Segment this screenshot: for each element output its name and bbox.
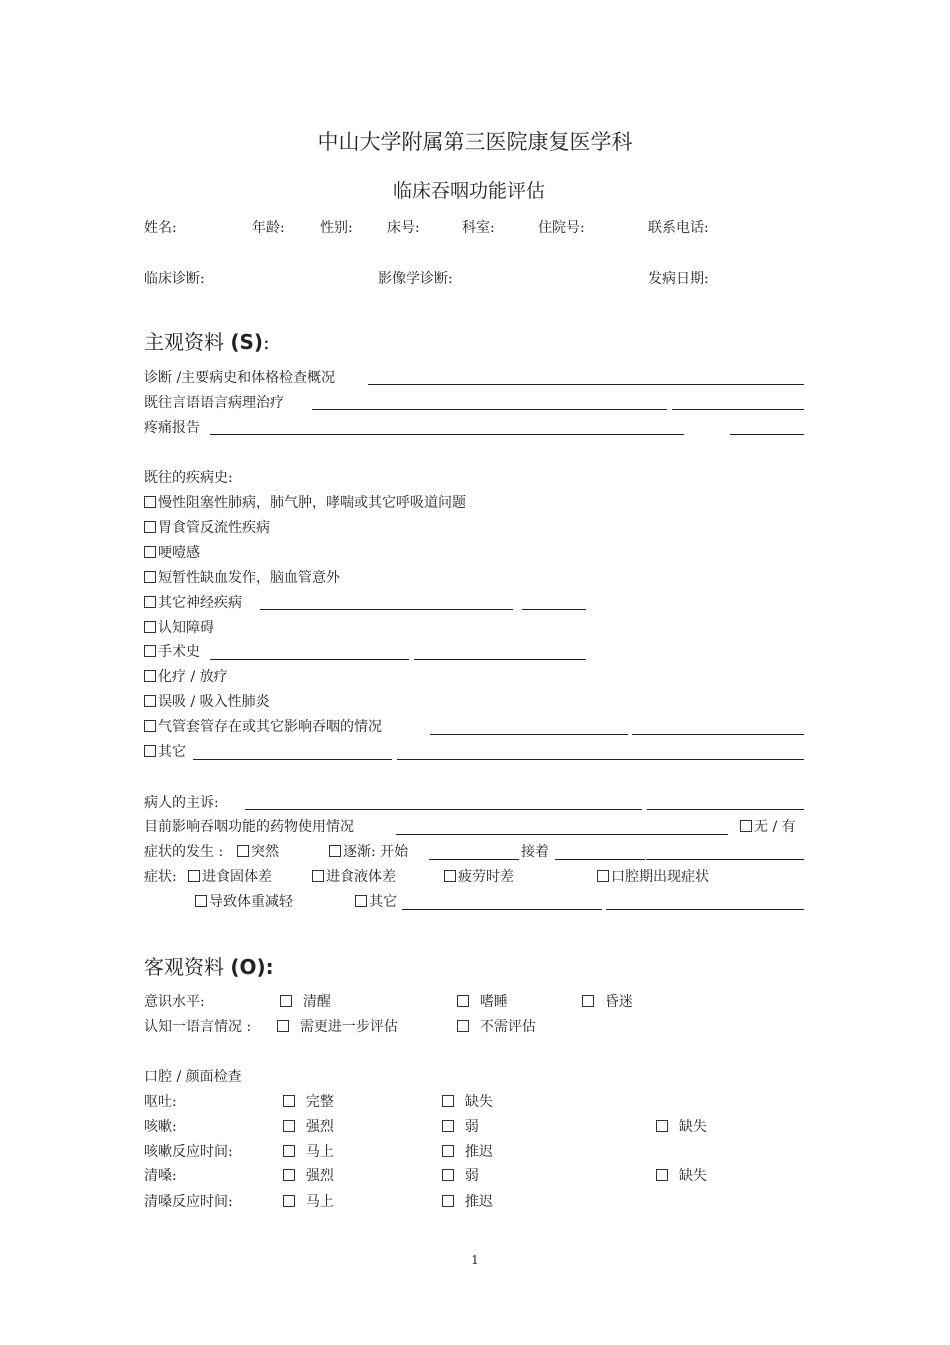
history-item-choking[interactable]: [144, 544, 200, 562]
symptom-solid-label: 进食固体差: [202, 869, 272, 885]
option-label: 缺失: [678, 1168, 707, 1184]
history-item-cognitive[interactable]: [144, 619, 214, 637]
neuro-line-2[interactable]: [522, 609, 586, 610]
option-label: 缺失: [464, 1094, 493, 1110]
gender-label: 性别:: [320, 220, 353, 236]
symptom-weight-loss-label: 导致体重减轻: [209, 894, 293, 910]
history-item-aspiration[interactable]: [144, 693, 270, 711]
checkbox[interactable]: [457, 1020, 469, 1032]
medication-none-yes-label: 无 / 有: [754, 819, 796, 835]
option-label: 推迟: [464, 1144, 493, 1160]
history-item-label: 其它神经疾病: [158, 595, 242, 611]
option-label: 强烈: [305, 1119, 334, 1135]
cognition-none-label: 不需评估: [479, 1019, 536, 1035]
symptom-other-line-1[interactable]: [402, 909, 602, 910]
checkbox[interactable]: [442, 1095, 454, 1107]
symptom-oral-phase-label: 口腔期出现症状: [611, 869, 709, 885]
checkbox[interactable]: [656, 1120, 668, 1132]
consciousness-alert[interactable]: [280, 993, 331, 1011]
cognition-label: 认知一语言情况 :: [144, 1019, 252, 1035]
consciousness-label: 意识水平:: [144, 994, 205, 1010]
history-item-copd[interactable]: [144, 494, 466, 512]
form-title: 临床吞咽功能评估: [392, 180, 545, 202]
option-label: 强烈: [305, 1168, 334, 1184]
diagnosis-line[interactable]: [368, 384, 804, 385]
history-item-label: 气管套管存在或其它影响吞咽的情况: [158, 719, 382, 735]
cough-strong[interactable]: [283, 1118, 334, 1136]
throat-clear-reaction-immediate[interactable]: [283, 1193, 334, 1211]
history-item-chemo[interactable]: [144, 668, 228, 686]
pain-label: 疼痛报告: [144, 420, 200, 436]
prior-therapy-label: 既往言语语言病理治疗: [144, 395, 284, 411]
throat-clear-reaction-delayed[interactable]: [442, 1193, 493, 1211]
symptom-label: 症状:: [144, 869, 177, 885]
consciousness-drowsy-label: 嗜睡: [479, 994, 508, 1010]
onset-gradual[interactable]: [329, 843, 408, 861]
checkbox[interactable]: [144, 745, 156, 757]
page-number: 1: [471, 1253, 479, 1267]
checkbox[interactable]: [740, 820, 752, 832]
checkbox[interactable]: [442, 1195, 454, 1207]
history-item-tia[interactable]: [144, 569, 340, 587]
consciousness-coma[interactable]: [582, 993, 633, 1011]
subjective-heading-colon: :: [263, 330, 270, 354]
cough-absent[interactable]: [656, 1118, 707, 1136]
checkbox[interactable]: [144, 645, 156, 657]
onset-then-label: 接着: [521, 844, 549, 860]
tracheostomy-line-1[interactable]: [430, 734, 628, 735]
checkbox[interactable]: [144, 670, 156, 682]
diagnosis-label: 诊断 /主要病史和体格检查概况: [144, 370, 336, 386]
subjective-heading-text: 主观资料: [144, 330, 224, 354]
pain-line-1[interactable]: [210, 434, 684, 435]
checkbox[interactable]: [283, 1120, 295, 1132]
option-label: 弱: [464, 1119, 479, 1135]
symptom-fatigue[interactable]: [444, 868, 514, 886]
gag-intact[interactable]: [283, 1093, 334, 1111]
checkbox[interactable]: [457, 995, 469, 1007]
option-label: 推迟: [464, 1194, 493, 1210]
checkbox[interactable]: [444, 870, 456, 882]
history-item-tracheostomy[interactable]: [144, 718, 382, 736]
medication-none-yes[interactable]: [740, 818, 796, 836]
checkbox[interactable]: [144, 720, 156, 732]
history-item-label: 慢性阻塞性肺病，肺气肿，哮喘或其它呼吸道问题: [158, 495, 466, 511]
history-item-label: 哽噎感: [158, 545, 200, 561]
symptom-liquid-label: 进食液体差: [326, 869, 396, 885]
checkbox[interactable]: [144, 521, 156, 533]
checkbox[interactable]: [283, 1145, 295, 1157]
cough-weak[interactable]: [442, 1118, 479, 1136]
clinical-dx-label: 临床诊断:: [144, 271, 205, 287]
dept-label: 科室:: [462, 220, 495, 236]
neuro-line-1[interactable]: [260, 609, 513, 610]
onset-sudden[interactable]: [237, 843, 279, 861]
imaging-dx-label: 影像学诊断:: [378, 271, 453, 287]
other-line-2[interactable]: [397, 759, 804, 760]
cough-reaction-immediate[interactable]: [283, 1143, 334, 1161]
onset-start-line[interactable]: [429, 859, 519, 860]
throat-clear-label: 清嗓:: [144, 1168, 177, 1184]
subjective-heading: [144, 329, 270, 355]
cognition-further[interactable]: [277, 1018, 398, 1036]
checkbox[interactable]: [283, 1095, 295, 1107]
symptom-weight-loss[interactable]: [195, 893, 293, 911]
symptom-other-label: 其它: [369, 894, 397, 910]
tracheostomy-line-2[interactable]: [632, 734, 804, 735]
history-item-label: 其它: [158, 744, 186, 760]
symptom-solid[interactable]: [188, 868, 272, 886]
history-item-surgery[interactable]: [144, 643, 200, 661]
checkbox[interactable]: [144, 621, 156, 633]
medication-line[interactable]: [396, 834, 728, 835]
symptom-other[interactable]: [355, 893, 397, 911]
checkbox[interactable]: [237, 845, 249, 857]
subjective-heading-code: (S): [230, 330, 264, 354]
onset-then-line-1[interactable]: [555, 859, 645, 860]
surgery-line-1[interactable]: [210, 659, 409, 660]
history-item-label: 短暂性缺血发作，脑血管意外: [158, 570, 340, 586]
checkbox[interactable]: [656, 1169, 668, 1181]
gag-label: 呕吐:: [144, 1094, 177, 1110]
onset-date-label: 发病日期:: [648, 271, 709, 287]
cognition-none[interactable]: [457, 1018, 536, 1036]
checkbox[interactable]: [442, 1145, 454, 1157]
symptom-fatigue-label: 疲劳时差: [458, 869, 514, 885]
prior-therapy-line-2[interactable]: [672, 409, 804, 410]
consciousness-alert-label: 清醒: [302, 994, 331, 1010]
checkbox[interactable]: [442, 1120, 454, 1132]
checkbox[interactable]: [144, 571, 156, 583]
history-item-gerd[interactable]: [144, 519, 270, 537]
checkbox[interactable]: [277, 1020, 289, 1032]
checkbox[interactable]: [355, 895, 367, 907]
checkbox[interactable]: [312, 870, 324, 882]
onset-gradual-label: 逐渐: 开始: [343, 844, 409, 860]
history-item-other[interactable]: [144, 743, 186, 761]
complaint-label: 病人的主诉:: [144, 795, 219, 811]
consciousness-drowsy[interactable]: [457, 993, 508, 1011]
history-item-label: 手术史: [158, 644, 200, 660]
history-title: 既往的疾病史:: [144, 470, 233, 486]
checkbox[interactable]: [144, 695, 156, 707]
symptom-liquid[interactable]: [312, 868, 396, 886]
history-item-neuro[interactable]: [144, 594, 242, 612]
other-line-1[interactable]: [193, 759, 392, 760]
option-label: 缺失: [678, 1119, 707, 1135]
hospital-title: 中山大学附属第三医院康复医学科: [317, 130, 633, 154]
option-label: 完整: [305, 1094, 334, 1110]
admission-no-label: 住院号:: [538, 220, 585, 236]
checkbox[interactable]: [442, 1169, 454, 1181]
bed-label: 床号:: [387, 220, 420, 236]
checkbox[interactable]: [283, 1195, 295, 1207]
phone-label: 联系电话:: [648, 220, 709, 236]
history-item-label: 化疗 / 放疗: [158, 669, 228, 685]
checkbox[interactable]: [144, 596, 156, 608]
objective-heading-text: 客观资料: [144, 955, 224, 979]
history-item-label: 胃食管反流性疾病: [158, 520, 270, 536]
history-item-label: 认知障碍: [158, 620, 214, 636]
age-label: 年龄:: [252, 220, 285, 236]
checkbox[interactable]: [582, 995, 594, 1007]
cough-reaction-label: 咳嗽反应时间:: [144, 1144, 233, 1160]
option-label: 弱: [464, 1168, 479, 1184]
complaint-line-2[interactable]: [647, 809, 804, 810]
checkbox[interactable]: [329, 845, 341, 857]
symptom-other-line-2[interactable]: [606, 909, 804, 910]
cough-label: 咳嗽:: [144, 1119, 177, 1135]
checkbox[interactable]: [280, 995, 292, 1007]
throat-clear-weak[interactable]: [442, 1167, 479, 1185]
cough-reaction-delayed[interactable]: [442, 1143, 493, 1161]
checkbox[interactable]: [195, 895, 207, 907]
pain-line-2[interactable]: [730, 434, 804, 435]
gag-absent[interactable]: [442, 1093, 493, 1111]
onset-sudden-label: 突然: [251, 844, 279, 860]
checkbox[interactable]: [283, 1169, 295, 1181]
oral-exam-title: 口腔 / 颜面检查: [144, 1069, 242, 1085]
symptom-oral-phase[interactable]: [597, 868, 709, 886]
checkbox[interactable]: [597, 870, 609, 882]
cognition-further-label: 需更进一步评估: [299, 1019, 398, 1035]
checkbox[interactable]: [188, 870, 200, 882]
onset-then-line-2[interactable]: [646, 859, 804, 860]
throat-clear-reaction-label: 清嗓反应时间:: [144, 1194, 233, 1210]
consciousness-coma-label: 昏迷: [604, 994, 633, 1010]
option-label: 马上: [305, 1144, 334, 1160]
checkbox[interactable]: [144, 496, 156, 508]
prior-therapy-line-1[interactable]: [312, 409, 667, 410]
name-label: 姓名:: [144, 220, 177, 236]
throat-clear-absent[interactable]: [656, 1167, 707, 1185]
checkbox[interactable]: [144, 546, 156, 558]
objective-heading-code: (O):: [230, 955, 274, 979]
option-label: 马上: [305, 1194, 334, 1210]
onset-label: 症状的发生 :: [144, 844, 224, 860]
history-item-label: 误吸 / 吸入性肺炎: [158, 694, 270, 710]
complaint-line-1[interactable]: [245, 809, 642, 810]
throat-clear-strong[interactable]: [283, 1167, 334, 1185]
medication-label: 目前影响吞咽功能的药物使用情况: [144, 819, 354, 835]
objective-heading: [144, 954, 274, 980]
surgery-line-2[interactable]: [414, 659, 586, 660]
